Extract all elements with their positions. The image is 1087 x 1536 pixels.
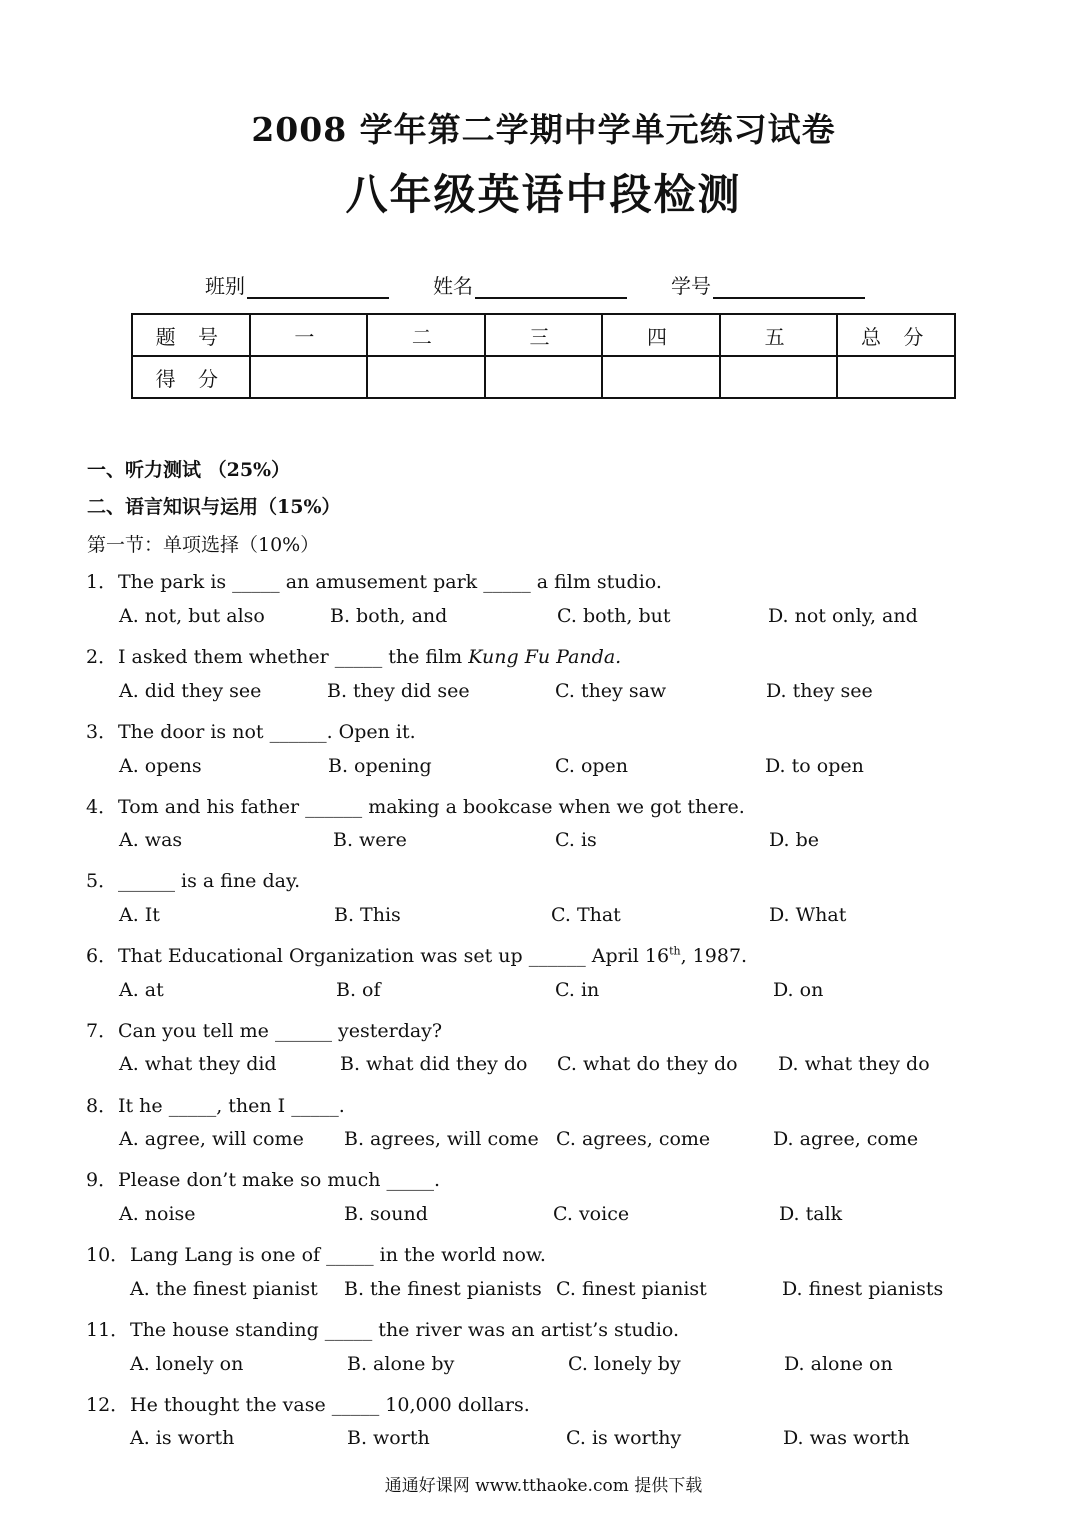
option: D. was worth <box>783 1427 910 1449</box>
option: B. what did they do <box>340 1053 528 1075</box>
score-header-cell: 三 <box>485 314 603 356</box>
option: C. lonely by <box>568 1353 681 1375</box>
question-number: 2． <box>86 646 118 668</box>
question <box>86 642 621 669</box>
option: A. the finest pianist <box>130 1278 318 1300</box>
name-label: 姓名 <box>433 274 473 298</box>
option: C. in <box>555 979 600 1001</box>
option: D. agree, come <box>773 1128 919 1150</box>
option: C. both, but <box>557 605 671 627</box>
option: D. not only, and <box>768 605 918 627</box>
option: A. agree, will come <box>119 1128 304 1150</box>
score-cell <box>720 356 838 398</box>
score-header-cell: 五 <box>720 314 838 356</box>
option: A. not, but also <box>119 605 265 627</box>
question <box>86 866 300 893</box>
option: A. what they did <box>119 1053 277 1075</box>
ordinal-suffix: th <box>669 944 681 958</box>
question <box>86 1240 546 1267</box>
option: B. opening <box>328 755 432 777</box>
option: A. noise <box>119 1203 196 1225</box>
question <box>86 1091 345 1118</box>
score-cell <box>837 356 955 398</box>
option: A. lonely on <box>130 1353 244 1375</box>
question-number: 6． <box>86 945 118 967</box>
question-number: 3． <box>86 721 118 743</box>
question-stem: Can you tell me ______ yesterday? <box>118 1020 443 1042</box>
option: C. agrees, come <box>556 1128 711 1150</box>
option: B. alone by <box>347 1353 455 1375</box>
exam-subtitle: 八年级英语中段检测 <box>345 170 742 219</box>
option: D. talk <box>779 1203 843 1225</box>
option: B. This <box>334 904 401 926</box>
section-language: 二、语言知识与运用（15%） <box>87 496 341 518</box>
question-stem: The door is not ______. Open it. <box>118 721 416 743</box>
question <box>86 1315 679 1342</box>
score-cell <box>250 356 368 398</box>
name-blank <box>475 273 627 299</box>
option: A. did they see <box>119 680 262 702</box>
option: A. is worth <box>130 1427 235 1449</box>
score-header-cell: 总 分 <box>837 314 955 356</box>
section-part1: 第一节：单项选择（10%） <box>87 534 320 556</box>
score-cell <box>367 356 485 398</box>
score-header-cell: 四 <box>602 314 720 356</box>
option: C. is <box>555 829 597 851</box>
option: A. at <box>119 979 164 1001</box>
option: C. they saw <box>555 680 667 702</box>
option: B. worth <box>347 1427 430 1449</box>
question <box>86 792 745 819</box>
score-table-header-row <box>132 314 955 356</box>
question <box>86 1165 440 1192</box>
question <box>86 1390 530 1417</box>
option: D. what they do <box>778 1053 930 1075</box>
exam-title: 2008 学年第二学期中学单元练习试卷 <box>251 110 836 149</box>
option: C. voice <box>553 1203 630 1225</box>
option: B. were <box>333 829 407 851</box>
option: C. open <box>555 755 629 777</box>
option: D. they see <box>766 680 873 702</box>
option: A. opens <box>119 755 202 777</box>
question <box>86 717 416 744</box>
option: C. is worthy <box>566 1427 682 1449</box>
student-info-row <box>205 270 865 299</box>
score-cell <box>602 356 720 398</box>
question-stem: The park is _____ an amusement park _____ a film studio. <box>118 571 662 593</box>
section-listening: 一、听力测试 （25%） <box>87 459 291 481</box>
question-stem: The house standing _____ the river was an artist’s studio. <box>130 1319 680 1341</box>
option: B. they did see <box>327 680 470 702</box>
score-header-cell: 二 <box>367 314 485 356</box>
option: B. agrees, will come <box>344 1128 539 1150</box>
score-table-score-row <box>132 356 955 398</box>
id-label: 学号 <box>671 274 711 298</box>
option: C. finest pianist <box>556 1278 707 1300</box>
question-stem: It he _____, then I _____. <box>118 1095 345 1117</box>
option: C. That <box>551 904 621 926</box>
option: B. the finest pianists <box>344 1278 542 1300</box>
option: D. be <box>769 829 820 851</box>
option: A. was <box>119 829 183 851</box>
id-blank <box>713 273 865 299</box>
option: D. to open <box>765 755 864 777</box>
option: A. It <box>119 904 160 926</box>
film-title: Kung Fu Panda. <box>468 646 622 668</box>
question-number: 11． <box>86 1319 130 1341</box>
question <box>86 941 747 968</box>
class-blank <box>247 273 389 299</box>
score-cell <box>485 356 603 398</box>
score-header-cell: 题 号 <box>132 314 250 356</box>
score-header-cell: 一 <box>250 314 368 356</box>
option: D. on <box>773 979 824 1001</box>
option: B. of <box>336 979 381 1001</box>
question-number: 8． <box>86 1095 118 1117</box>
question-stem: ______ is a fine day. <box>118 870 301 892</box>
question <box>86 567 662 594</box>
question-stem: Lang Lang is one of _____ in the world now. <box>130 1244 546 1266</box>
score-row-label: 得 分 <box>132 356 250 398</box>
question-stem: I asked them whether _____ the film <box>118 646 469 668</box>
question-number: 1． <box>86 571 118 593</box>
option: B. both, and <box>330 605 448 627</box>
question-stem-end: , 1987. <box>680 945 748 967</box>
option: D. finest pianists <box>782 1278 944 1300</box>
page-footer: 通通好课网 www.tthaoke.com 提供下载 <box>384 1476 703 1496</box>
option: B. sound <box>344 1203 428 1225</box>
question-stem: He thought the vase _____ 10,000 dollars. <box>130 1394 530 1416</box>
question-stem: That Educational Organization was set up ______ April 16 <box>118 945 670 967</box>
question-stem: Please don’t make so much _____. <box>118 1169 441 1191</box>
option: C. what do they do <box>557 1053 738 1075</box>
question-number: 10． <box>86 1244 130 1266</box>
option: D. alone on <box>784 1353 893 1375</box>
question-stem: Tom and his father ______ making a bookcase when we got there. <box>118 796 745 818</box>
question-number: 5． <box>86 870 118 892</box>
question-number: 9． <box>86 1169 118 1191</box>
option: D. What <box>769 904 847 926</box>
question <box>86 1016 442 1043</box>
question-number: 7． <box>86 1020 118 1042</box>
question-number: 4． <box>86 796 118 818</box>
question-number: 12． <box>86 1394 130 1416</box>
class-label: 班别 <box>205 274 245 298</box>
score-table <box>131 313 956 399</box>
